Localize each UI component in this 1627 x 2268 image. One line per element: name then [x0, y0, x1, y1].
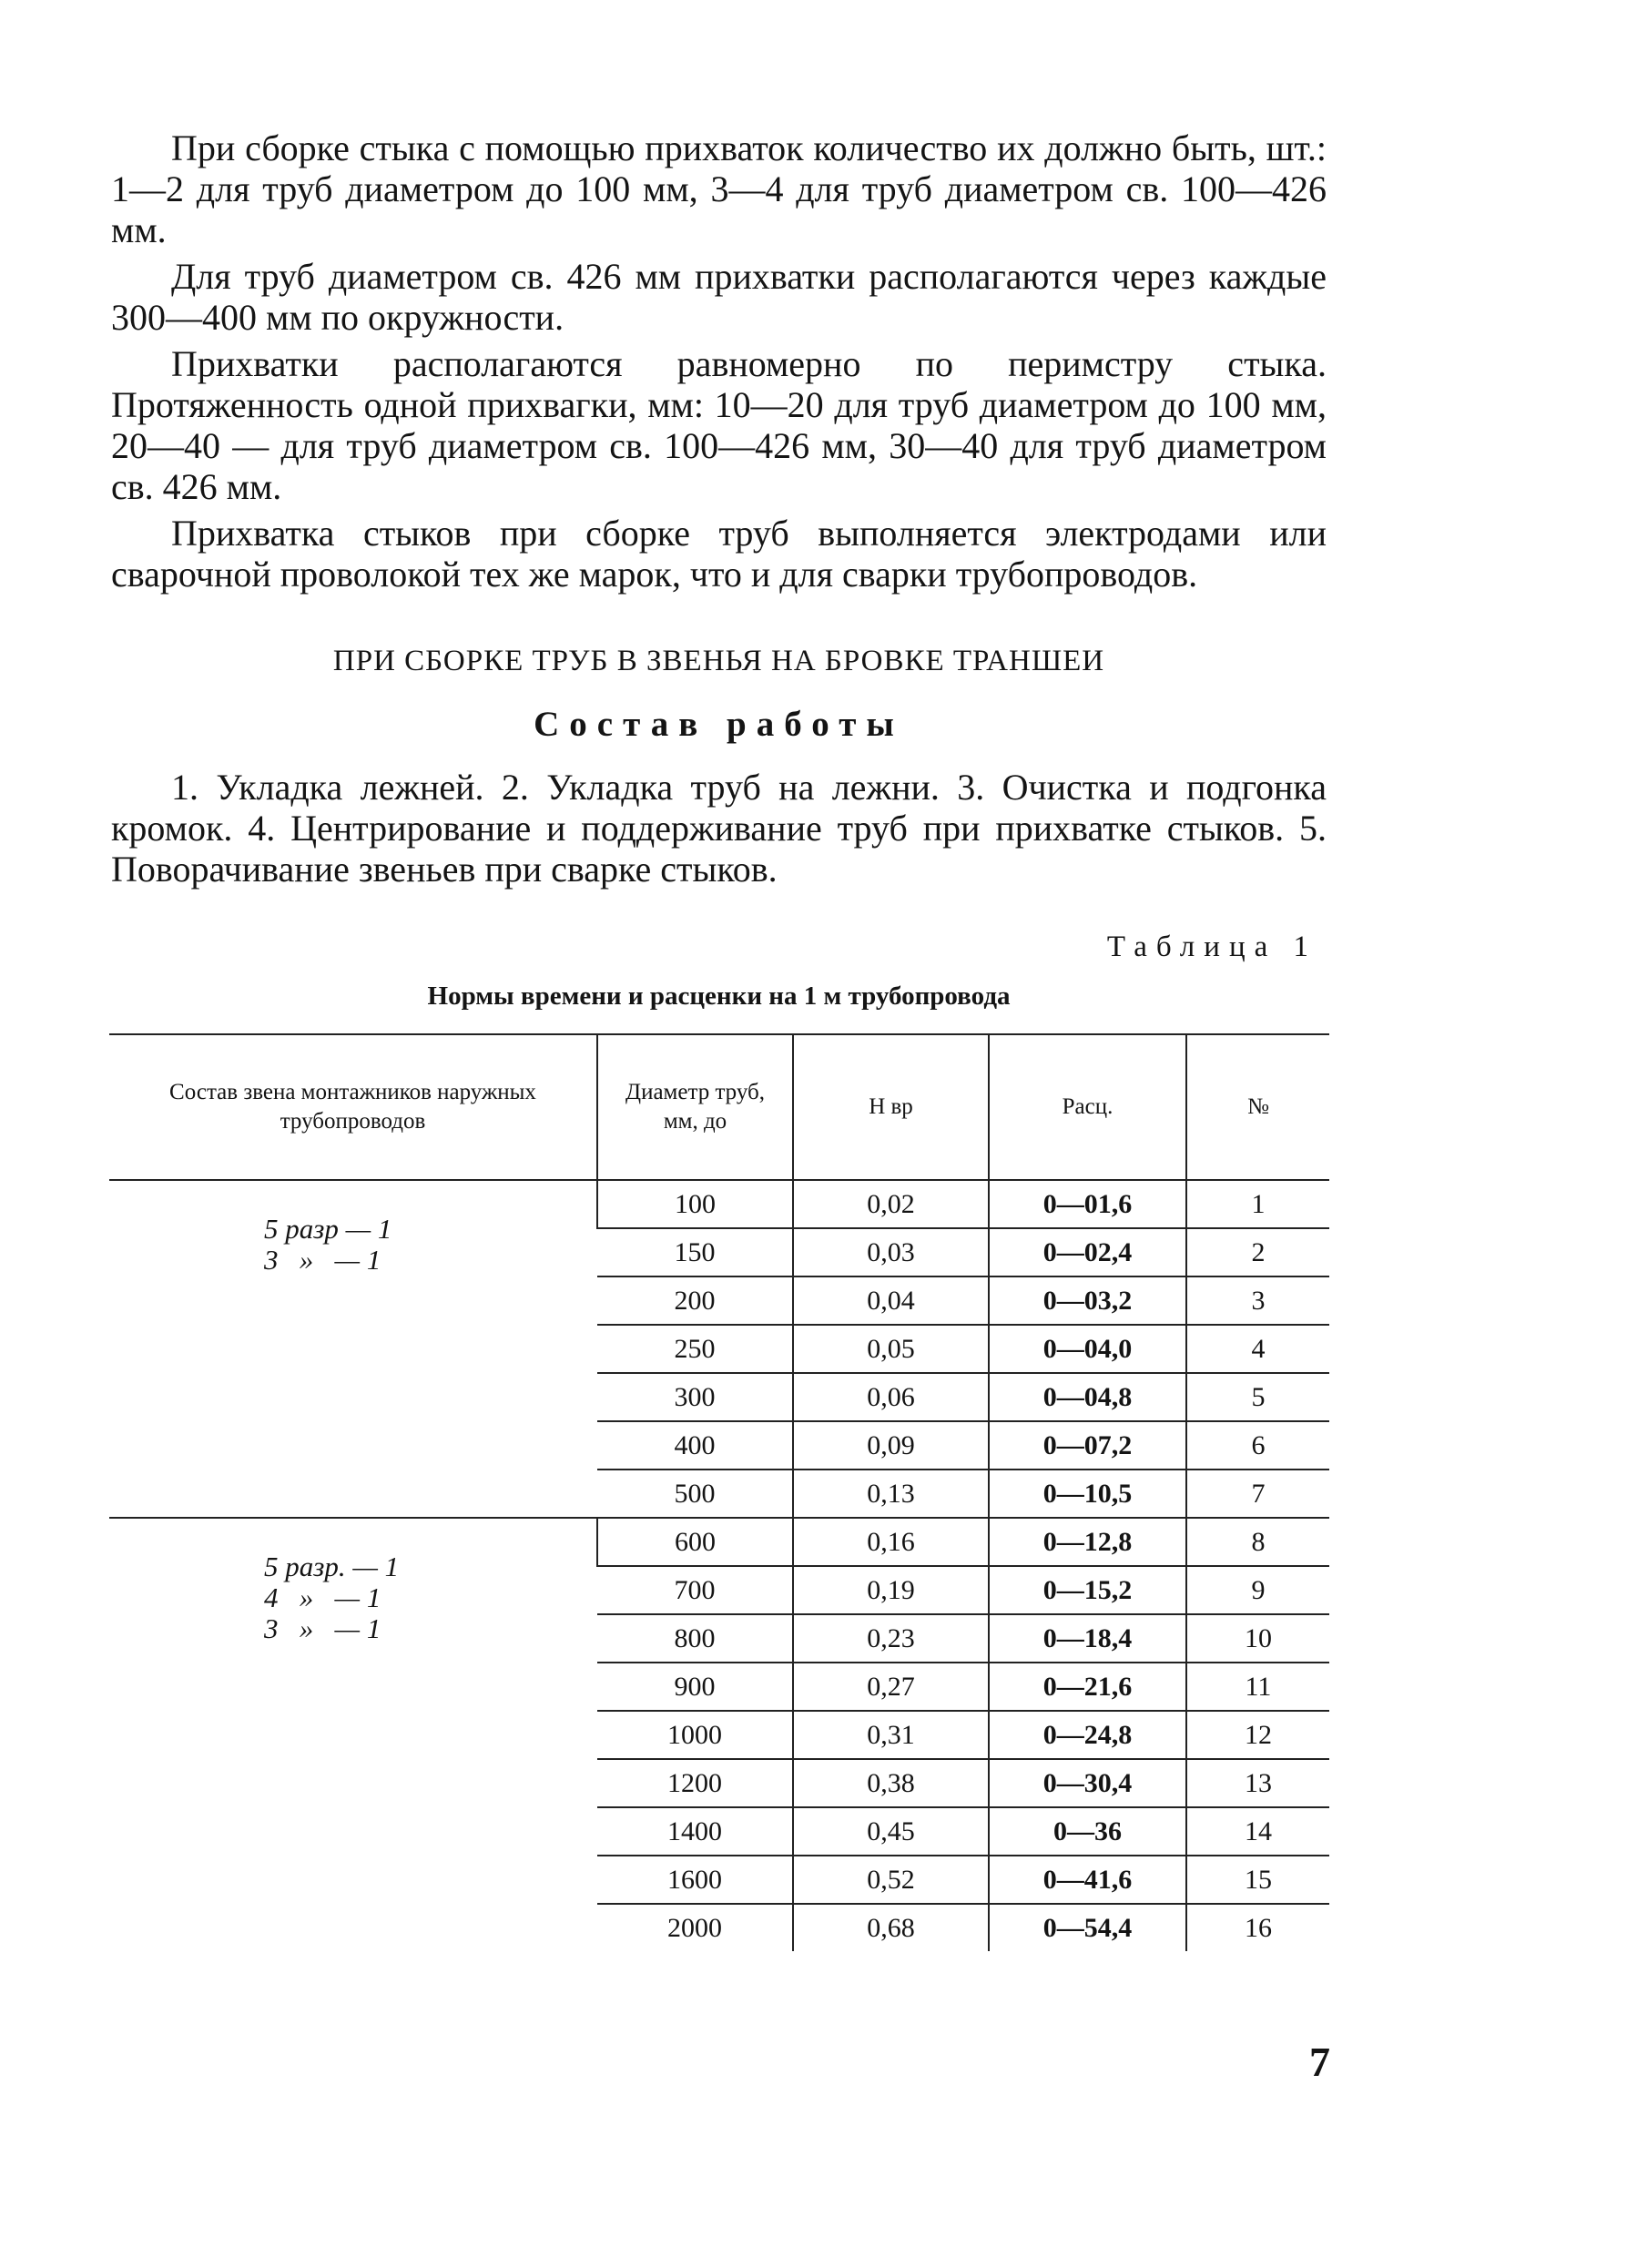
crew-line: 3 » — 1	[264, 1612, 381, 1644]
work-heading: Состав работы	[534, 705, 904, 744]
time-norm-cell: 0,52	[793, 1856, 989, 1904]
time-norm-cell: 0,45	[793, 1807, 989, 1856]
rate-cell: 0—24,8	[989, 1711, 1186, 1759]
rate-cell: 0—21,6	[989, 1663, 1186, 1711]
time-norm-cell: 0,19	[793, 1566, 989, 1614]
rate-cell: 0—04,8	[989, 1373, 1186, 1421]
row-number-cell: 7	[1186, 1470, 1329, 1518]
paragraph-tack-length: Прихватки располагаются равномерно по перимстру стыка. Протяженность одной прихвагки, мм: 10—20 для труб диаметром до 100 мм, 20—40 — для труб диаметром св. 100—426 мм, 30—40 для труб диаметром св. 426 мм.	[111, 343, 1327, 507]
row-number-cell: 11	[1186, 1663, 1329, 1711]
diameter-cell: 1000	[597, 1711, 793, 1759]
rate-cell: 0—10,5	[989, 1470, 1186, 1518]
time-norm-cell: 0,03	[793, 1228, 989, 1276]
diameter-cell: 900	[597, 1663, 793, 1711]
row-number-cell: 3	[1186, 1276, 1329, 1325]
rate-cell: 0—54,4	[989, 1904, 1186, 1951]
table-row	[109, 1518, 1329, 1566]
time-norm-cell: 0,23	[793, 1614, 989, 1663]
diameter-cell: 500	[597, 1470, 793, 1518]
table-caption: Нормы времени и расценки на 1 м трубопровода	[427, 981, 1011, 1011]
time-norm-cell: 0,68	[793, 1904, 989, 1951]
time-norm-cell: 0,13	[793, 1470, 989, 1518]
crew-composition-cell	[109, 1518, 597, 1951]
crew-composition-cell	[109, 1180, 597, 1518]
time-norm-cell: 0,02	[793, 1180, 989, 1228]
rate-cell: 0—15,2	[989, 1566, 1186, 1614]
row-number-cell: 16	[1186, 1904, 1329, 1951]
row-number-cell: 8	[1186, 1518, 1329, 1566]
row-number-cell: 5	[1186, 1373, 1329, 1421]
paragraph-tack-count: При сборке стыка с помощью прихваток количество их должно быть, шт.: 1—2 для труб диаметром до 100 мм, 3—4 для труб диаметром св. 100—426 мм.	[111, 127, 1327, 250]
norms-table	[109, 1033, 1329, 1951]
table-row	[109, 1180, 1329, 1228]
section-heading: ПРИ СБОРКЕ ТРУБ В ЗВЕНЬЯ НА БРОВКЕ ТРАНШЕИ	[332, 645, 1105, 677]
header-diameter: Диаметр труб, мм, до	[597, 1034, 793, 1180]
time-norm-cell: 0,16	[793, 1518, 989, 1566]
work-composition-text: 1. Укладка лежней. 2. Укладка труб на лежни. 3. Очистка и подгонка кромок. 4. Центрирование и поддерживание труб при прихватке стыков. 5. Поворачивание звеньев при сварке стыков.	[111, 767, 1327, 890]
row-number-cell: 6	[1186, 1421, 1329, 1470]
time-norm-cell: 0,05	[793, 1325, 989, 1373]
diameter-cell: 150	[597, 1228, 793, 1276]
header-rate: Расц.	[989, 1034, 1186, 1180]
row-number-cell: 2	[1186, 1228, 1329, 1276]
work-composition	[111, 767, 1327, 895]
rate-cell: 0—12,8	[989, 1518, 1186, 1566]
row-number-cell: 10	[1186, 1614, 1329, 1663]
rate-cell: 0—03,2	[989, 1276, 1186, 1325]
row-number-cell: 15	[1186, 1856, 1329, 1904]
diameter-cell: 2000	[667, 1912, 722, 1943]
crew-line: 5 разр. — 1	[264, 1551, 400, 1582]
row-number-cell: 9	[1186, 1566, 1329, 1614]
diameter-cell: 1400	[597, 1807, 793, 1856]
time-norm-cell: 0,09	[793, 1421, 989, 1470]
row-number-cell: 13	[1186, 1759, 1329, 1807]
rate-cell: 0—07,2	[989, 1421, 1186, 1470]
diameter-cell: 600	[597, 1518, 793, 1566]
rate-cell: 0—01,6	[989, 1180, 1186, 1228]
diameter-cell: 400	[597, 1421, 793, 1470]
time-norm-cell: 0,27	[793, 1663, 989, 1711]
diameter-cell: 250	[597, 1325, 793, 1373]
diameter-cell: 200	[597, 1276, 793, 1325]
table-header-row	[109, 1034, 1329, 1180]
rate-cell: 0—36	[989, 1807, 1186, 1856]
paragraph-tack-materials: Прихватка стыков при сборке труб выполняется электродами или сварочной проволокой тех же марок, что и для сварки трубопроводов.	[111, 513, 1327, 595]
diameter-cell: 300	[597, 1373, 793, 1421]
header-crew: Состав звена монтажников наружных трубопроводов	[109, 1034, 597, 1180]
rate-cell: 0—30,4	[989, 1759, 1186, 1807]
diameter-cell: 700	[597, 1566, 793, 1614]
row-number-cell: 14	[1186, 1807, 1329, 1856]
rate-cell: 0—18,4	[989, 1614, 1186, 1663]
time-norm-cell: 0,38	[793, 1759, 989, 1807]
row-number-cell: 12	[1186, 1711, 1329, 1759]
diameter-cell: 800	[597, 1614, 793, 1663]
row-number-cell: 4	[1186, 1325, 1329, 1373]
crew-line: 5 разр — 1	[264, 1213, 392, 1245]
paragraph-tack-spacing: Для труб диаметром св. 426 мм прихватки располагаются через каждые 300—400 мм по окружности.	[111, 256, 1327, 338]
rate-cell: 0—02,4	[989, 1228, 1186, 1276]
header-time-norm: Н вр	[793, 1034, 989, 1180]
diameter-cell: 100	[597, 1180, 793, 1228]
table-body	[109, 1180, 1329, 1951]
table-label: Таблица 1	[1106, 931, 1317, 963]
header-number: №	[1186, 1034, 1329, 1180]
intro-text	[111, 127, 1327, 600]
row-number-cell: 1	[1186, 1180, 1329, 1228]
page-number: 7	[1309, 2039, 1330, 2085]
time-norm-cell: 0,06	[793, 1373, 989, 1421]
diameter-cell: 1200	[597, 1759, 793, 1807]
crew-line: 4 » — 1	[264, 1581, 381, 1613]
rate-cell: 0—04,0	[989, 1325, 1186, 1373]
time-norm-cell: 0,04	[793, 1276, 989, 1325]
diameter-cell: 1600	[597, 1856, 793, 1904]
time-norm-cell: 0,31	[793, 1711, 989, 1759]
crew-line: 3 » — 1	[264, 1244, 381, 1276]
rate-cell: 0—41,6	[989, 1856, 1186, 1904]
